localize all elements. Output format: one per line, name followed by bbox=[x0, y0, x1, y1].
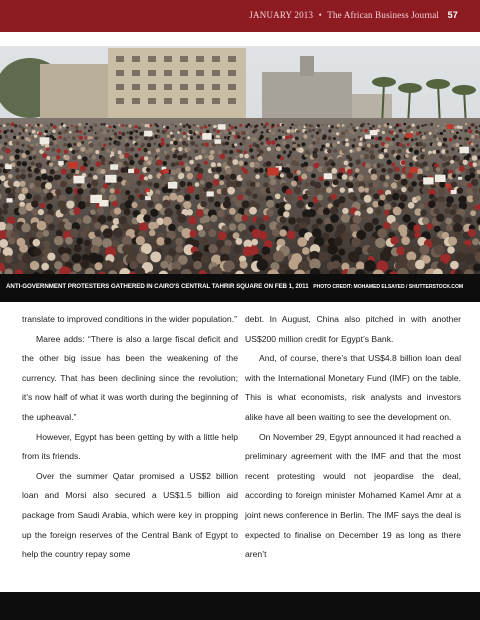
protest-sign bbox=[459, 147, 469, 154]
paragraph: And, of course, there’s that US$4.8 billion loan deal with the International Monetary Fund (IMF) on the table. This is what economists, risk analysts and investors alike have all been waiting to see the development on. bbox=[245, 353, 461, 422]
building bbox=[300, 56, 314, 76]
protest-sign bbox=[348, 188, 352, 191]
paragraph: debt. In August, China also pitched in with another US$200 million credit for Egypt’s Bank. bbox=[245, 314, 461, 344]
protest-sign bbox=[163, 169, 169, 173]
crowd-photo-illustration bbox=[0, 46, 480, 274]
photo-caption bbox=[6, 283, 463, 290]
page-number: 57 bbox=[447, 10, 458, 20]
protest-sign bbox=[58, 161, 64, 165]
protest-sign bbox=[207, 191, 214, 196]
paragraph: Maree adds: “There is also a large fiscal deficit and the other big issue has been the weakening of the currency. That has been declining since the revolution; it’s now half of what it was worth during the beginning of the upheaval.” bbox=[22, 333, 238, 422]
header-band bbox=[0, 0, 480, 32]
protest-sign bbox=[447, 124, 454, 129]
protest-sign bbox=[40, 137, 50, 144]
header-gap bbox=[0, 32, 480, 46]
protest-sign bbox=[445, 184, 451, 188]
protest-sign bbox=[73, 176, 84, 184]
paragraph: translate to improved conditions in the wider population.” bbox=[22, 314, 237, 324]
protest-sign bbox=[145, 196, 151, 200]
paragraph: Over the summer Qatar promised a US$2 billion loan and Morsi also secured a US$1.5 billion aid package from Saudi Arabia, which were key in propping up the foreign reserves of the Central Bank of Egypt to help the country repay some bbox=[22, 470, 238, 560]
protest-sign bbox=[202, 133, 212, 140]
paragraph: However, Egypt has been getting by with a little help from its friends. bbox=[22, 431, 238, 462]
protest-sign bbox=[370, 130, 378, 135]
protest-sign bbox=[105, 175, 116, 183]
building bbox=[108, 48, 246, 122]
building bbox=[262, 72, 352, 124]
protest-sign bbox=[146, 189, 150, 192]
protest-sign bbox=[7, 198, 13, 202]
article-column-left bbox=[22, 310, 238, 565]
protest-sign bbox=[215, 139, 221, 144]
protest-sign bbox=[267, 168, 278, 176]
protest-sign bbox=[5, 164, 12, 169]
protest-sign bbox=[218, 124, 226, 129]
protest-sign bbox=[128, 169, 134, 173]
protest-sign bbox=[435, 175, 446, 182]
header-bullet: • bbox=[318, 10, 322, 20]
caption-bar bbox=[0, 274, 480, 302]
protest-photo bbox=[0, 46, 480, 274]
protest-sign bbox=[110, 164, 118, 170]
caption-text: ANTI-GOVERNMENT PROTESTERS GATHERED IN CAIRO'S CENTRAL TAHRIR SQUARE ON FEB 1, 2011 bbox=[6, 283, 309, 290]
protest-sign bbox=[324, 173, 333, 179]
protest-sign bbox=[68, 162, 78, 169]
footer-band bbox=[0, 592, 480, 620]
protest-sign bbox=[365, 135, 371, 139]
protest-sign bbox=[451, 190, 457, 194]
photo-credit: PHOTO CREDIT: MOHAMED ELSAYED / SHUTTERSTOCK.COM bbox=[313, 284, 464, 290]
paragraph: On November 29, Egypt announced it had reached a preliminary agreement with the IMF and that the most recent protesting would not jeopardise the deal, according to foreign minister Mohamed Kamel Amr at a joint news conference in Berlin. The IMF says the deal is expected to finalise on December 19 as long as there aren’t bbox=[245, 431, 461, 560]
article-column-right bbox=[245, 310, 461, 565]
protest-sign bbox=[168, 182, 177, 189]
protest-sign bbox=[144, 131, 152, 137]
protest-sign bbox=[410, 167, 418, 173]
running-header bbox=[249, 10, 458, 20]
publication-name: The African Business Journal bbox=[327, 10, 440, 20]
protest-sign bbox=[458, 177, 462, 180]
protest-sign bbox=[406, 133, 413, 138]
protest-sign bbox=[423, 177, 433, 184]
issue-date: JANUARY 2013 bbox=[249, 10, 314, 20]
protest-sign bbox=[99, 200, 108, 207]
